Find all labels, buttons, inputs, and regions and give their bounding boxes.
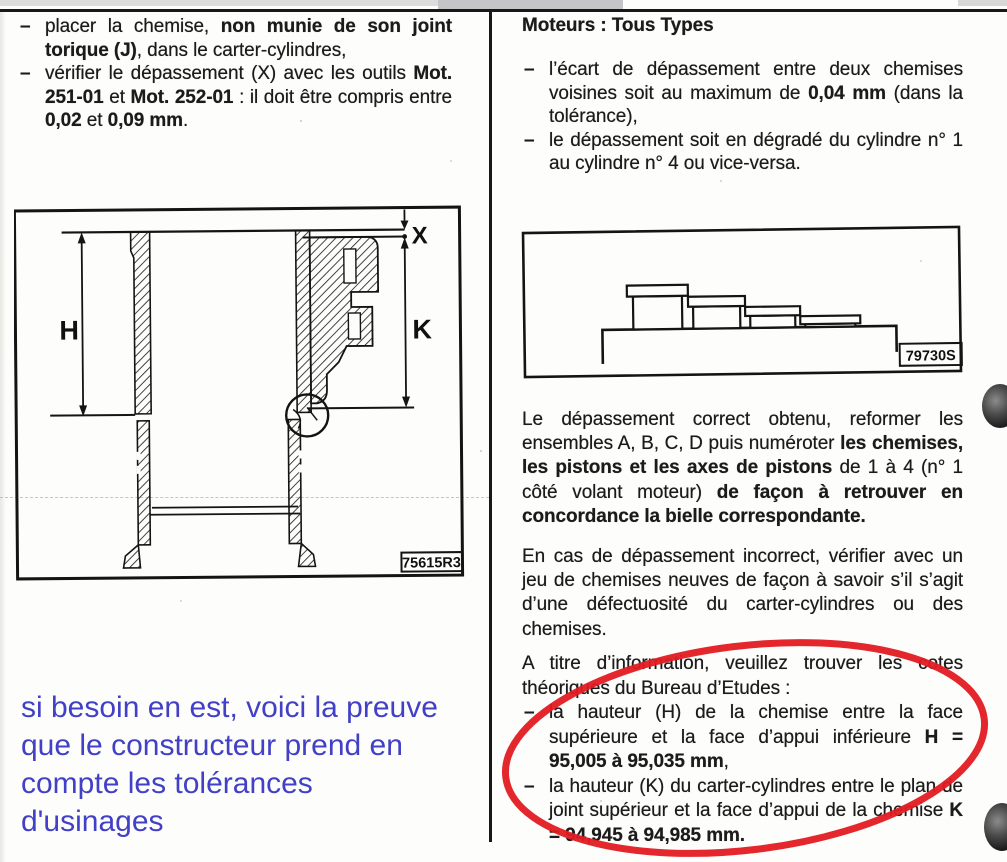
dim-x-arrowhead — [401, 221, 409, 230]
dim-h-arrowhead-top — [78, 232, 86, 243]
scan-artifact-strip — [0, 0, 455, 6]
liner-row — [627, 282, 861, 329]
bullet-dash: – — [20, 63, 31, 84]
bullet-text: la hauteur (K) du carter-cylindres entre le plan de joint supérieur et la face d’appui de la chemise K = 94,945 à 94,985 mm. — [549, 775, 963, 846]
dim-k-line — [405, 248, 406, 398]
carter-base-line — [602, 326, 896, 364]
bullet-text: placer la chemise, non munie de son joint torique (J), dans le carter-cylindres, — [45, 16, 452, 61]
bullet-ecart-depassement — [522, 58, 963, 129]
bullet-placer-chemise — [18, 15, 452, 62]
binder-hole — [982, 384, 1007, 428]
liner-wall-left — [131, 232, 152, 414]
dimension-label-k: K — [412, 314, 433, 345]
bullet-text: vérifier le dépassement (X) avec les outils Mot. 251-01 et Mot. 252-01 : il doit être compris entre 0,02 et 0,09 mm. — [45, 63, 452, 131]
figure-staggered-liners — [518, 218, 968, 383]
page-top-rule — [0, 9, 1007, 12]
oring-groove — [137, 466, 141, 474]
section-heading: Moteurs : Tous Types — [522, 15, 714, 36]
bullet-verifier-depassement — [18, 62, 452, 133]
seat-face-line — [50, 415, 135, 416]
paragraph-info: A titre d’information, veuillez trouver les cotes théoriques du Bureau d’Etudes : — [522, 653, 963, 699]
liner-skirt-left — [137, 421, 150, 545]
oring-groove — [299, 450, 303, 458]
bullet-hauteur-k — [522, 775, 963, 849]
bullet-text: l’écart de dépassement entre deux chemises voisines soit au maximum de 0,04 mm (dans la tolérance), — [549, 59, 963, 127]
bullet-hauteur-h — [522, 701, 963, 775]
bullet-dash: – — [524, 702, 535, 723]
oring-groove — [299, 464, 303, 472]
liner-foot-right — [298, 543, 315, 566]
blue-annotation-note: si besoin en est, voici la preuve que le constructeur prend en compte les tolérances d'usinages — [21, 691, 438, 838]
bullet-text: la hauteur (H) de la chemise entre la face supérieure et la face d’appui inférieure H = 95,005 à 95,035 mm, — [549, 702, 963, 772]
binder-hole — [984, 803, 1007, 851]
bore-step-line — [152, 506, 298, 507]
dimension-label-x: X — [411, 222, 428, 250]
figure-reference-label: 75615R3 — [401, 555, 461, 572]
liner-3-body — [750, 315, 795, 328]
liner-1-body — [633, 296, 682, 330]
bore-step-line2 — [150, 513, 300, 514]
figure-reference-label: 79730S — [905, 348, 956, 365]
left-column-text — [18, 15, 452, 133]
bullet-dash: – — [20, 16, 31, 37]
scan-artifact-strip — [438, 0, 623, 9]
dim-h-line — [82, 242, 83, 406]
oring-groove — [137, 452, 141, 460]
liner-wall-right — [296, 230, 312, 412]
bullet-dash: – — [524, 129, 535, 151]
scan-edge-shadow — [0, 12, 6, 862]
liner-3-top — [745, 306, 800, 316]
paragraph-regroup: Le dépassement correct obtenu, reformer les ensembles A, B, C, D puis numéroter les chemises, les pistons et les axes de pistons de 1 à 4 (n° 1 côté volant moteur) de façon à retrouver en concordance la bielle correspondante. — [522, 409, 963, 527]
bullet-text: le dépassement soit en dégradé du cylindre n° 1 au cylindre n° 4 ou vice-versa. — [549, 129, 963, 174]
paragraph-incorrect: En cas de dépassement incorrect, vérifier avec un jeu de chemises neuves de façon à savoir s’il s’agit d’une défectuosité du carter-cylindres ou des chemises. — [522, 546, 963, 640]
liner-2-top — [688, 296, 745, 307]
dimension-label-h: H — [59, 315, 80, 346]
liner-top-line — [62, 230, 405, 233]
scan-artifact-strip — [958, 0, 1007, 6]
figure-liner-cross-section — [14, 205, 466, 583]
liner-foot-left — [123, 545, 140, 568]
bolt-slot-lower — [348, 313, 360, 339]
dim-k-base-line — [308, 407, 414, 408]
liner-skirt-right — [288, 419, 301, 543]
liner-2-body — [693, 306, 740, 329]
paragraph-info-block — [522, 652, 963, 848]
right-column-top-text — [522, 58, 963, 176]
dim-k-arrowhead-bottom — [402, 397, 410, 408]
liner-4-top — [800, 315, 860, 324]
dim-k-arrowhead-top — [401, 238, 409, 249]
bullet-dash: – — [524, 775, 535, 797]
bullet-degrade — [522, 129, 963, 176]
bolt-slot-upper — [344, 249, 356, 283]
liner-1-top — [627, 285, 688, 297]
bullet-dash: – — [524, 59, 535, 80]
